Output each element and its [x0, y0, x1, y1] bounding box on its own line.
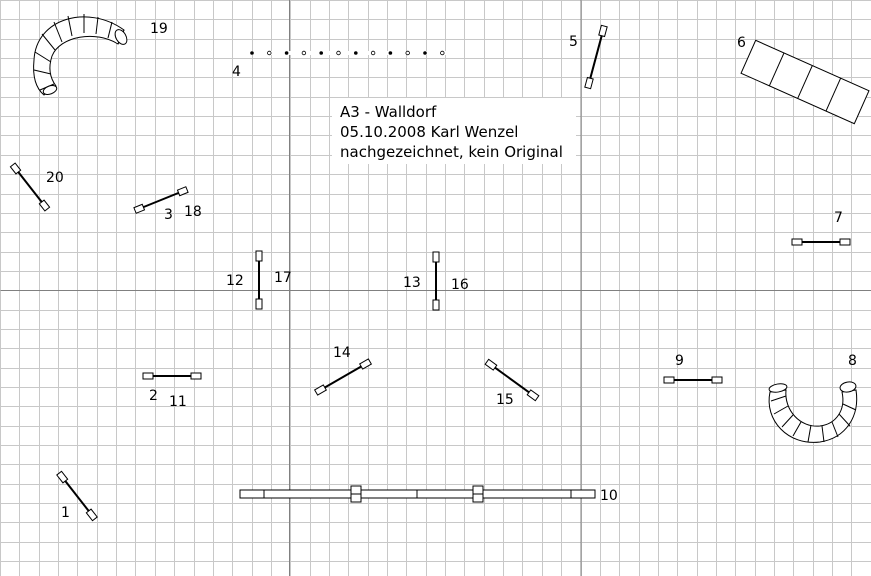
jump-7: [792, 239, 850, 245]
label-19: 19: [150, 21, 168, 37]
weave-pole: [424, 52, 427, 55]
jump-5: [585, 25, 607, 88]
label-1: 1: [61, 505, 70, 521]
title-line-3: nachgezeichnet, kein Original: [340, 143, 563, 161]
label-16: 16: [451, 277, 469, 293]
label-10: 10: [600, 488, 618, 504]
jump-9: [664, 377, 722, 383]
jump-3-18: [134, 187, 188, 214]
weave-pole: [285, 52, 288, 55]
label-3: 3: [164, 207, 173, 223]
weave-pole: [354, 52, 357, 55]
label-6: 6: [737, 35, 746, 51]
weave-pole: [337, 51, 341, 55]
weave-pole: [268, 51, 272, 55]
tunnel-19: [34, 14, 130, 96]
jump-20: [10, 163, 49, 211]
label-18: 18: [184, 204, 202, 220]
dogwalk-10: [240, 486, 595, 502]
title-line-2: 05.10.2008 Karl Wenzel: [340, 123, 519, 141]
weave-pole: [389, 52, 392, 55]
jump-14: [315, 359, 372, 395]
weave-pole: [371, 51, 375, 55]
label-7: 7: [834, 210, 843, 226]
label-5: 5: [569, 34, 578, 50]
weave-poles-4: [244, 51, 450, 55]
jump-12-17: [256, 251, 262, 309]
label-15: 15: [496, 392, 514, 408]
weave-pole: [251, 52, 254, 55]
weave-pole: [406, 51, 410, 55]
label-8: 8: [848, 353, 857, 369]
weave-pole: [441, 51, 445, 55]
label-13: 13: [403, 275, 421, 291]
label-17: 17: [274, 270, 292, 286]
jump-2-11: [143, 373, 201, 379]
dogwalk-6: [741, 40, 869, 123]
label-11: 11: [169, 394, 187, 410]
label-20: 20: [46, 170, 64, 186]
weave-pole: [302, 51, 306, 55]
label-2: 2: [149, 388, 158, 404]
label-9: 9: [675, 353, 684, 369]
label-12: 12: [226, 273, 244, 289]
jump-13-16: [433, 252, 439, 310]
title-line-1: A3 - Walldorf: [340, 103, 437, 121]
weave-pole: [320, 52, 323, 55]
label-4: 4: [232, 64, 241, 80]
label-14: 14: [333, 345, 351, 361]
tunnel-8: [768, 381, 856, 443]
